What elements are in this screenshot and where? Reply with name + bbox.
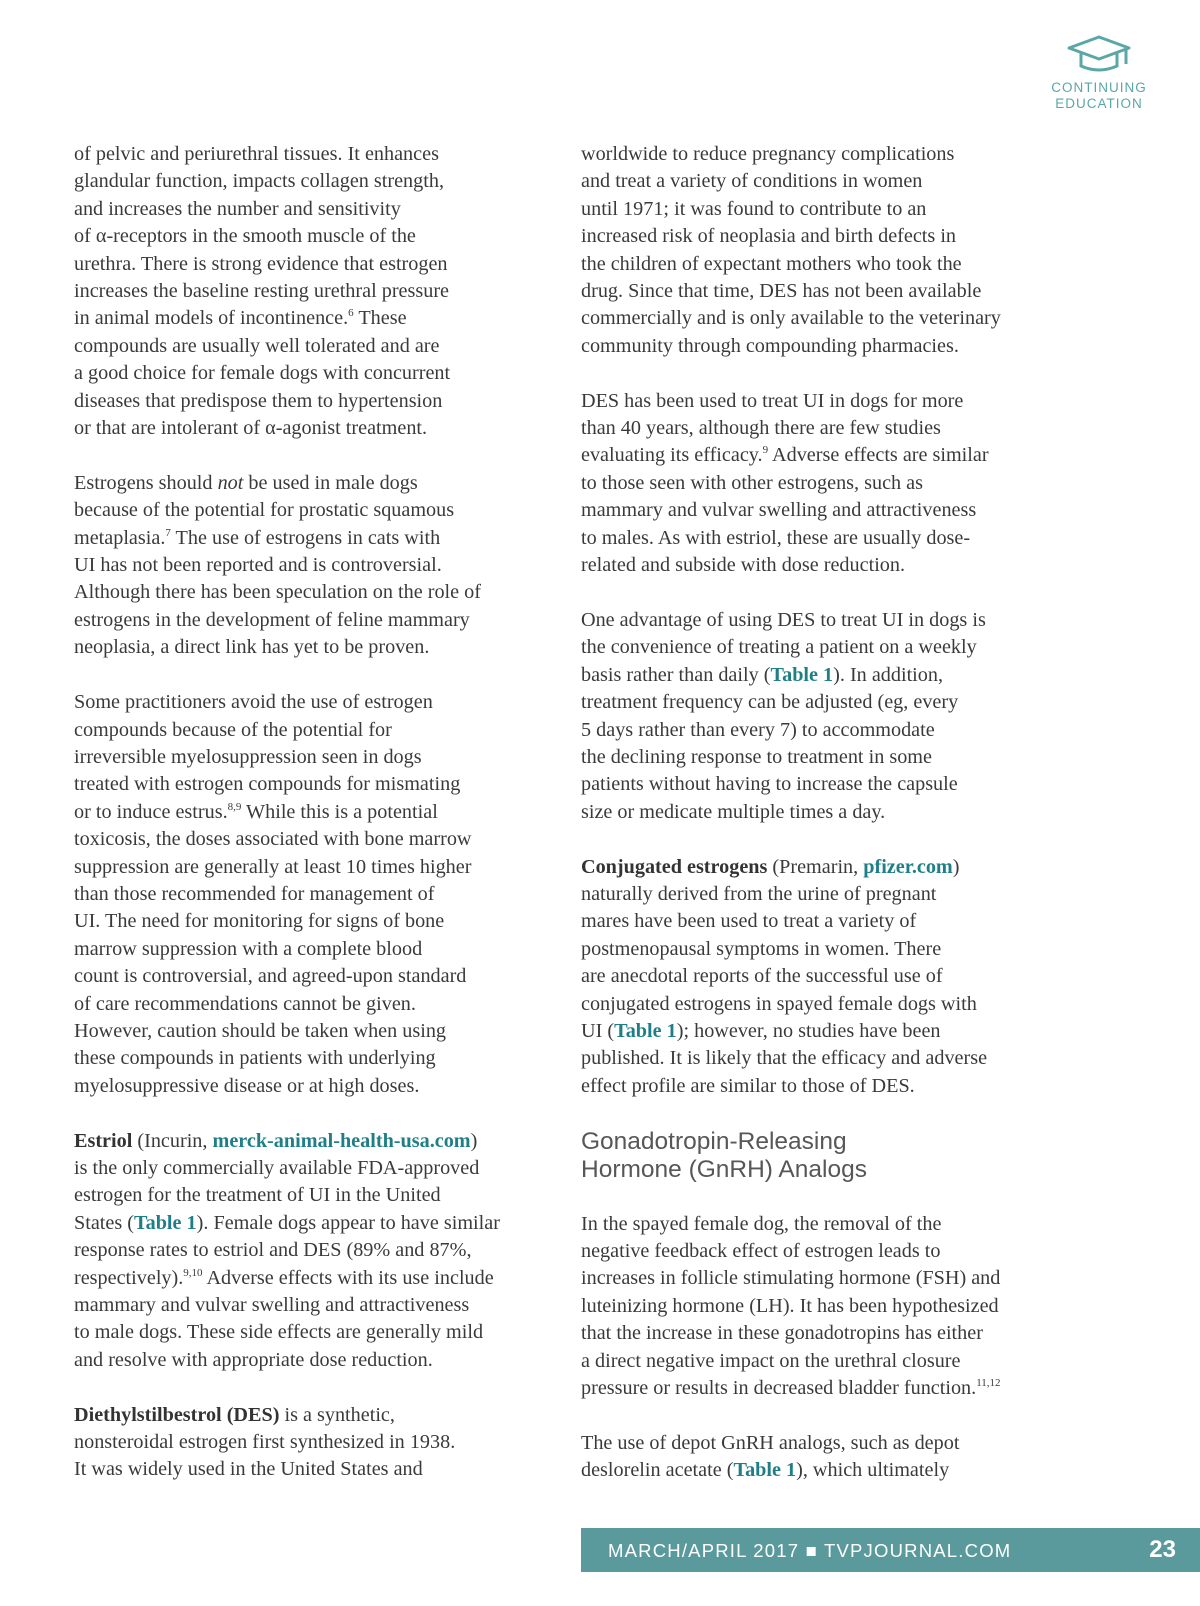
text-line: in animal models of incontinence.$^6$ These <box>74 307 407 330</box>
text-line: drug. Since that time, DES has not been available <box>581 280 982 303</box>
text-line: until 1971; it was found to contribute to an <box>581 197 927 220</box>
reference-7: 7 <box>165 526 171 539</box>
text-line: and increases the number and sensitivity <box>74 197 401 220</box>
text-line: Although there has been speculation on the role of <box>74 581 481 604</box>
text-line: neoplasia, a direct link has yet to be proven. <box>74 636 430 659</box>
text-line: 5 days rather than every 7) to accommodate <box>581 718 935 741</box>
text-line: treated with estrogen compounds for mismating <box>74 773 461 796</box>
reference-8-9: 8,9 <box>227 800 242 813</box>
emphasis-not: not <box>217 471 244 494</box>
page-number: 23 <box>1149 1536 1176 1563</box>
reference-6: 6 <box>348 307 354 320</box>
text-line: increased risk of neoplasia and birth defects in <box>581 225 957 248</box>
text-line: the declining response to treatment in some <box>581 745 932 768</box>
text-line: patients without having to increase the capsule <box>581 773 958 796</box>
text-line: mammary and vulvar swelling and attractiveness <box>581 499 977 522</box>
text-line: myelosuppressive disease or at high doses. <box>74 1074 420 1097</box>
paragraph-estriol <box>74 1128 519 1375</box>
text-line: of care recommendations cannot be given. <box>74 992 416 1015</box>
text-line: UI (Table 1); however, no studies have been <box>581 1019 941 1042</box>
issue-and-site: MARCH/APRIL 2017 ■ TVPJOURNAL.COM <box>608 1540 1012 1561</box>
text-line: It was widely used in the United States and <box>74 1458 423 1481</box>
text-line: that the increase in these gonadotropins has either <box>581 1322 983 1345</box>
text-line: conjugated estrogens in spayed female dogs with <box>581 992 977 1015</box>
merck-link[interactable]: merck-animal-health-usa.com <box>212 1129 471 1152</box>
text-line: and treat a variety of conditions in women <box>581 170 923 193</box>
text-line: postmenopausal symptoms in women. There <box>581 937 942 960</box>
text-line: to males. As with estriol, these are usually dose- <box>581 526 971 549</box>
term-des: Diethylstilbestrol (DES) <box>74 1403 280 1426</box>
table-1-link[interactable]: Table 1 <box>134 1211 197 1234</box>
paragraph-des-advantage <box>581 607 1026 826</box>
reference-11-12: 11,12 <box>976 1377 1001 1389</box>
text-line: the convenience of treating a patient on a weekly <box>581 636 977 659</box>
text-line: States (Table 1). Female dogs appear to have similar <box>74 1211 500 1234</box>
reference-9-10: 9,10 <box>183 1266 203 1279</box>
reference-9: 9 <box>762 444 769 457</box>
text-line: The use of depot GnRH analogs, such as depot <box>581 1431 960 1454</box>
text-line: mammary and vulvar swelling and attractiveness <box>74 1294 470 1317</box>
text-line: Estrogens should not be used in male dogs <box>74 471 418 494</box>
paragraph-des-history <box>581 141 1026 360</box>
text-line: published. It is likely that the efficacy and adverse <box>581 1047 988 1070</box>
graduation-cap-icon <box>1066 34 1132 76</box>
text-line: commercially and is only available to the veterinary <box>581 307 1001 330</box>
paragraph-myelosuppression <box>74 689 519 1100</box>
term-conjugated-estrogens: Conjugated estrogens <box>581 855 768 878</box>
heading-line: Gonadotropin-Releasing <box>581 1127 847 1155</box>
text-line: DES has been used to treat UI in dogs for more <box>581 389 964 412</box>
text-line: increases in follicle stimulating hormone (FSH) and <box>581 1267 1001 1290</box>
text-line: size or medicate multiple times a day. <box>581 800 886 823</box>
table-1-link[interactable]: Table 1 <box>614 1019 677 1042</box>
text-line: metaplasia.$^7$ The use of estrogens in cats with <box>74 526 441 549</box>
text-line: deslorelin acetate (Table 1), which ultimately <box>581 1459 950 1482</box>
text-line: are anecdotal reports of the successful use of <box>581 965 943 988</box>
text-line: worldwide to reduce pregnancy complications <box>581 143 955 165</box>
text-line: a good choice for female dogs with concurrent <box>74 362 451 385</box>
term-estriol: Estriol <box>74 1129 133 1152</box>
text-line: nonsteroidal estrogen first synthesized in 1938. <box>74 1431 456 1454</box>
text-line: Diethylstilbestrol (DES) is a synthetic, <box>74 1403 395 1426</box>
badge-line-1: CONTINUING <box>1051 80 1147 95</box>
text-line: respectively).$^{9,10}$ Adverse effects with its use include <box>74 1266 494 1289</box>
text-line: compounds because of the potential for <box>74 718 392 741</box>
text-line: and resolve with appropriate dose reduction. <box>74 1348 433 1371</box>
paragraph-male-dogs-cats <box>74 470 519 662</box>
paragraph-conjugated-estrogens <box>581 854 1026 1101</box>
text-line: or that are intolerant of α-agonist treatment. <box>74 417 428 440</box>
text-line: or to induce estrus.$^{8,9}$ While this is a potential <box>74 800 438 823</box>
text-line: count is controversial, and agreed-upon standard <box>74 965 467 988</box>
paragraph-des-intro <box>74 1402 519 1484</box>
text-line: of pelvic and periurethral tissues. It enhances <box>74 143 439 165</box>
text-line: However, caution should be taken when using <box>74 1019 447 1042</box>
text-line: related and subside with dose reduction. <box>581 554 906 577</box>
text-line: estrogens in the development of feline mammary <box>74 608 470 631</box>
left-column <box>74 141 519 1511</box>
text-line: pressure or results in decreased bladder function.$^{11,12}$ <box>581 1377 1001 1399</box>
text-line: naturally derived from the urine of pregnant <box>581 882 937 905</box>
right-column <box>581 141 1026 1512</box>
badge-line-2: EDUCATION <box>1055 96 1143 111</box>
text-line: negative feedback effect of estrogen leads to <box>581 1239 941 1262</box>
text-line: UI. The need for monitoring for signs of bone <box>74 910 445 933</box>
text-line: to male dogs. These side effects are generally mild <box>74 1321 484 1344</box>
section-heading-gnrh <box>581 1128 1026 1184</box>
text-line: is the only commercially available FDA-approved <box>74 1156 480 1179</box>
text-line: because of the potential for prostatic squamous <box>74 499 455 522</box>
text-line: UI has not been reported and is controversial. <box>74 554 442 577</box>
text-line: basis rather than daily (Table 1). In addition, <box>581 663 944 686</box>
text-line: the children of expectant mothers who took the <box>581 252 962 275</box>
footer-bar <box>581 1528 1200 1572</box>
text-line: marrow suppression with a complete blood <box>74 937 423 960</box>
text-line: compounds are usually well tolerated and are <box>74 334 440 357</box>
text-line: mares have been used to treat a variety of <box>581 910 917 933</box>
text-line: estrogen for the treatment of UI in the United <box>74 1184 441 1207</box>
text-line: toxicosis, the doses associated with bone marrow <box>74 828 472 851</box>
paragraph-des-use <box>581 388 1026 580</box>
text-line: increases the baseline resting urethral pressure <box>74 280 449 303</box>
text-line: One advantage of using DES to treat UI in dogs is <box>581 608 986 631</box>
continuing-education-badge <box>1044 34 1154 112</box>
pfizer-link[interactable]: pfizer.com <box>863 855 953 878</box>
text-line: these compounds in patients with underlying <box>74 1047 436 1070</box>
text-line: to those seen with other estrogens, such as <box>581 471 923 494</box>
text-line: evaluating its efficacy.$^9$ Adverse effects are similar <box>581 444 989 467</box>
paragraph-depot-gnrh <box>581 1430 1026 1485</box>
text-line: In the spayed female dog, the removal of the <box>581 1212 942 1235</box>
paragraph-estrogen-effects <box>74 141 519 442</box>
paragraph-gnrh-mechanism <box>581 1211 1026 1403</box>
text-line: Conjugated estrogens (Premarin, pfizer.com) <box>581 855 960 878</box>
text-line: urethra. There is strong evidence that estrogen <box>74 252 448 275</box>
text-line: Some practitioners avoid the use of estrogen <box>74 691 433 714</box>
text-line: effect profile are similar to those of DES. <box>581 1074 915 1097</box>
text-line: diseases that predispose them to hypertension <box>74 389 443 412</box>
text-line: luteinizing hormone (LH). It has been hypothesized <box>581 1294 999 1317</box>
text-line: than those recommended for management of <box>74 882 435 905</box>
text-line: irreversible myelosuppression seen in dogs <box>74 745 422 768</box>
text-line: a direct negative impact on the urethral closure <box>581 1349 961 1372</box>
table-1-link[interactable]: Table 1 <box>770 663 834 686</box>
heading-line: Hormone (GnRH) Analogs <box>581 1155 867 1183</box>
table-1-link[interactable]: Table 1 <box>733 1459 797 1482</box>
text-line: Estriol (Incurin, merck-animal-health-usa.com) <box>74 1129 478 1152</box>
text-line: response rates to estriol and DES (89% and 87%, <box>74 1239 472 1262</box>
text-line: community through compounding pharmacies. <box>581 334 959 357</box>
text-line: glandular function, impacts collagen strength, <box>74 170 444 193</box>
text-line: suppression are generally at least 10 times higher <box>74 855 472 878</box>
text-line: of α-receptors in the smooth muscle of the <box>74 225 416 248</box>
text-line: than 40 years, although there are few studies <box>581 417 941 440</box>
text-line: treatment frequency can be adjusted (eg, every <box>581 691 959 714</box>
